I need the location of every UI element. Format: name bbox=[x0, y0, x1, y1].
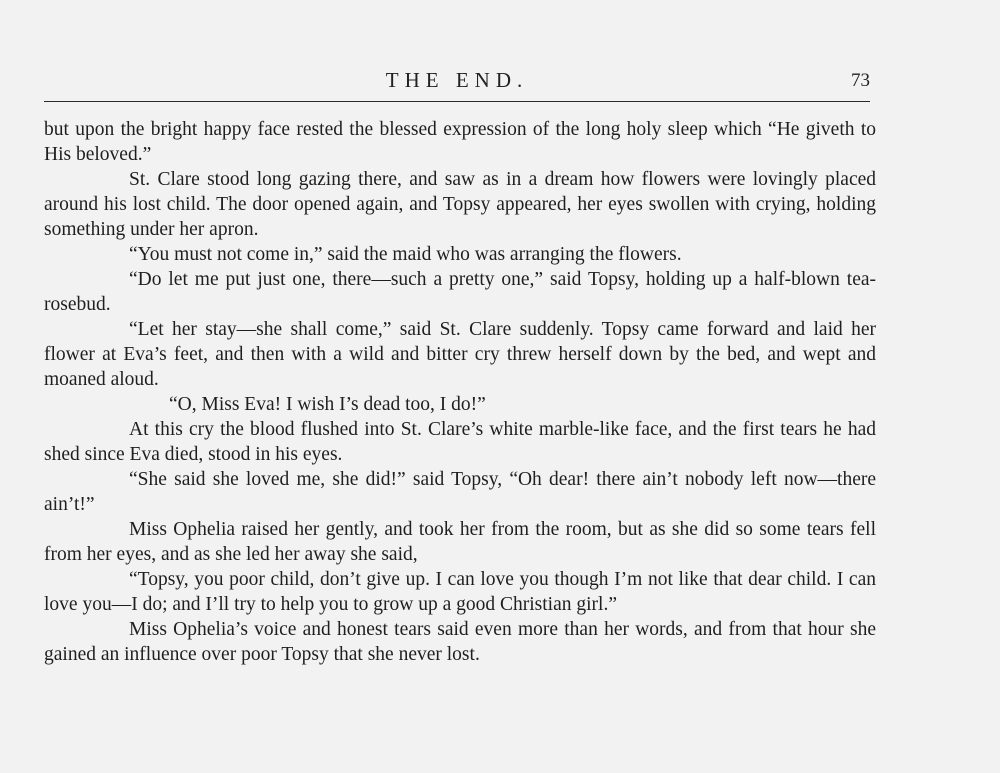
paragraph: St. Clare stood long gazing there, and saw as in a dream how flowers were lovingly placed around his lost child. The door opened again, and Topsy appeared, her eyes swollen with crying, holding something under her apron. bbox=[44, 169, 876, 240]
paragraph: but upon the bright happy face rested the blessed expression of the long holy sleep which “He giveth to His beloved.” bbox=[44, 119, 876, 165]
header-rule bbox=[44, 101, 870, 102]
page-header bbox=[44, 68, 870, 98]
paragraph: “O, Miss Eva! I wish I’s dead too, I do!” bbox=[169, 394, 486, 415]
paragraph: At this cry the blood flushed into St. Clare’s white marble-like face, and the first tears he had shed since Eva died, stood in his eyes. bbox=[44, 419, 876, 465]
paragraph: Miss Ophelia raised her gently, and took her from the room, but as she did so some tears fell from her eyes, and as she led her away she said, bbox=[44, 519, 876, 565]
paragraph: Miss Ophelia’s voice and honest tears said even more than her words, and from that hour she gained an influence over poor Topsy that she never lost. bbox=[44, 619, 876, 665]
paragraph: “Let her stay—she shall come,” said St. Clare suddenly. Topsy came forward and laid her flower at Eva’s feet, and then with a wild and bitter cry threw herself down by the bed, and wept and moaned aloud. bbox=[44, 319, 876, 390]
paragraph: “Do let me put just one, there—such a pretty one,” said Topsy, holding up a half-blown tea-rosebud. bbox=[44, 269, 876, 315]
page-number: 73 bbox=[851, 70, 870, 91]
paragraph: “She said she loved me, she did!” said Topsy, “Oh dear! there ain’t nobody left now—there ain’t!” bbox=[44, 469, 876, 515]
body-text bbox=[44, 117, 876, 667]
running-title: THE END. bbox=[385, 68, 529, 92]
paragraph: “Topsy, you poor child, don’t give up. I can love you though I’m not like that dear child. I can love you—I do; and I’ll try to help you to grow up a good Christian girl.” bbox=[44, 569, 876, 615]
paragraph: “You must not come in,” said the maid who was arranging the flowers. bbox=[129, 244, 682, 265]
